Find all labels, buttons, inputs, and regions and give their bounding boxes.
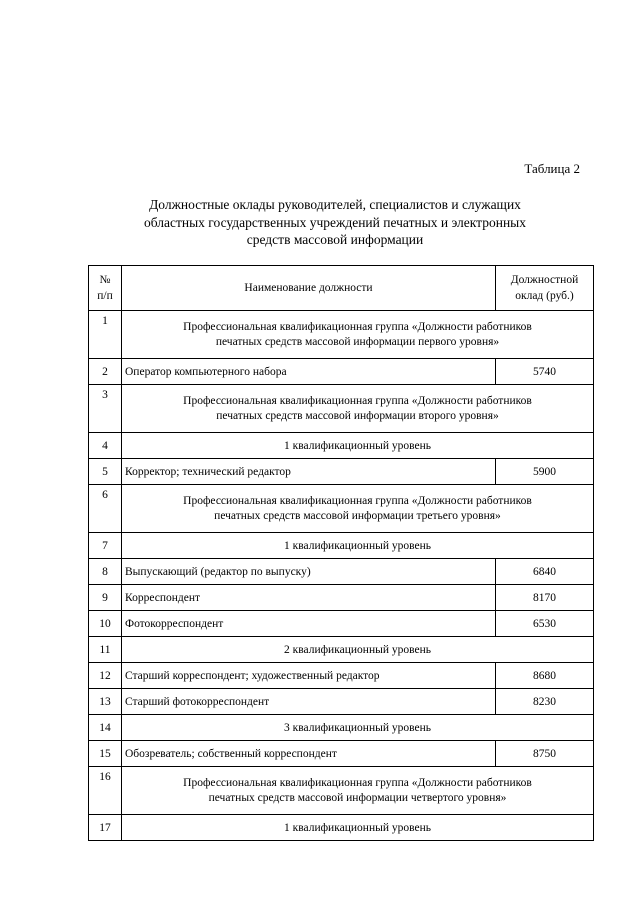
table-header-row bbox=[89, 266, 594, 311]
table-row bbox=[89, 815, 594, 841]
table-row bbox=[89, 533, 594, 559]
row-number: 17 bbox=[89, 815, 122, 841]
row-number: 1 bbox=[89, 311, 122, 359]
salary-cell: 8230 bbox=[496, 689, 594, 715]
row-number: 16 bbox=[89, 767, 122, 815]
group-heading-line2: печатных средств массовой информации первого уровня» bbox=[215, 335, 500, 348]
row-number: 11 bbox=[89, 637, 122, 663]
header-salary-line2: оклад (руб.) bbox=[515, 290, 574, 302]
title-line: областных государственных учреждений печатных и электронных bbox=[143, 214, 526, 230]
salary-cell: 8750 bbox=[496, 741, 594, 767]
row-number: 5 bbox=[89, 459, 122, 485]
group-heading-line1: Профессиональная квалификационная группа «Должности работников bbox=[183, 776, 532, 789]
table-row bbox=[89, 637, 594, 663]
salary-cell: 8170 bbox=[496, 585, 594, 611]
row-number: 15 bbox=[89, 741, 122, 767]
qualification-level-cell: 1 квалификационный уровень bbox=[122, 433, 594, 459]
qualification-level-cell: 1 квалификационный уровень bbox=[122, 533, 594, 559]
group-heading-cell bbox=[122, 767, 594, 815]
position-name-cell: Обозреватель; собственный корреспондент bbox=[122, 741, 496, 767]
title-line: средств массовой информации bbox=[246, 232, 424, 247]
table-row bbox=[89, 433, 594, 459]
table-label: Таблица 2 bbox=[524, 161, 580, 176]
salary-cell: 8680 bbox=[496, 663, 594, 689]
row-number: 10 bbox=[89, 611, 122, 637]
salary-cell: 5900 bbox=[496, 459, 594, 485]
group-heading-line1: Профессиональная квалификационная группа «Должности работников bbox=[183, 494, 532, 507]
table-row bbox=[89, 689, 594, 715]
table-row bbox=[89, 385, 594, 433]
position-name-cell: Корректор; технический редактор bbox=[122, 459, 496, 485]
group-heading-line1: Профессиональная квалификационная группа «Должности работников bbox=[183, 394, 532, 407]
position-name-cell: Выпускающий (редактор по выпуску) bbox=[122, 559, 496, 585]
salary-cell: 6530 bbox=[496, 611, 594, 637]
row-number: 13 bbox=[89, 689, 122, 715]
table-row bbox=[89, 311, 594, 359]
table-row bbox=[89, 715, 594, 741]
header-number-line1: № bbox=[99, 274, 111, 286]
group-heading-line2: печатных средств массовой информации второго уровня» bbox=[216, 409, 499, 422]
table-row bbox=[89, 741, 594, 767]
group-heading-cell bbox=[122, 385, 594, 433]
table-row bbox=[89, 611, 594, 637]
header-salary-line1: Должностной bbox=[510, 274, 579, 286]
table-row bbox=[89, 459, 594, 485]
salary-cell: 6840 bbox=[496, 559, 594, 585]
table-row bbox=[89, 585, 594, 611]
row-number: 8 bbox=[89, 559, 122, 585]
group-heading-cell bbox=[122, 485, 594, 533]
position-name-cell: Старший фотокорреспондент bbox=[122, 689, 496, 715]
salary-table bbox=[88, 265, 594, 841]
table-row bbox=[89, 663, 594, 689]
group-heading-line2: печатных средств массовой информации третьего уровня» bbox=[214, 509, 501, 522]
qualification-level-cell: 3 квалификационный уровень bbox=[122, 715, 594, 741]
table-row bbox=[89, 485, 594, 533]
row-number: 4 bbox=[89, 433, 122, 459]
table-row bbox=[89, 767, 594, 815]
qualification-level-cell: 1 квалификационный уровень bbox=[122, 815, 594, 841]
row-number: 9 bbox=[89, 585, 122, 611]
row-number: 3 bbox=[89, 385, 122, 433]
table-row bbox=[89, 559, 594, 585]
position-name-cell: Фотокорреспондент bbox=[122, 611, 496, 637]
position-name-cell: Старший корреспондент; художественный редактор bbox=[122, 663, 496, 689]
group-heading-line1: Профессиональная квалификационная группа «Должности работников bbox=[183, 320, 532, 333]
row-number: 6 bbox=[89, 485, 122, 533]
group-heading-line2: печатных средств массовой информации четвертого уровня» bbox=[208, 791, 507, 804]
row-number: 2 bbox=[89, 359, 122, 385]
salary-cell: 5740 bbox=[496, 359, 594, 385]
header-number bbox=[89, 266, 122, 311]
position-name-cell: Оператор компьютерного набора bbox=[122, 359, 496, 385]
qualification-level-cell: 2 квалификационный уровень bbox=[122, 637, 594, 663]
title-line: Должностные оклады руководителей, специалистов и служащих bbox=[149, 197, 521, 212]
row-number: 7 bbox=[89, 533, 122, 559]
table-row bbox=[89, 359, 594, 385]
row-number: 12 bbox=[89, 663, 122, 689]
header-number-line2: п/п bbox=[97, 290, 113, 302]
header-salary bbox=[496, 266, 594, 311]
position-name-cell: Корреспондент bbox=[122, 585, 496, 611]
row-number: 14 bbox=[89, 715, 122, 741]
header-position-name: Наименование должности bbox=[122, 266, 496, 311]
group-heading-cell bbox=[122, 311, 594, 359]
document-title bbox=[100, 196, 570, 249]
